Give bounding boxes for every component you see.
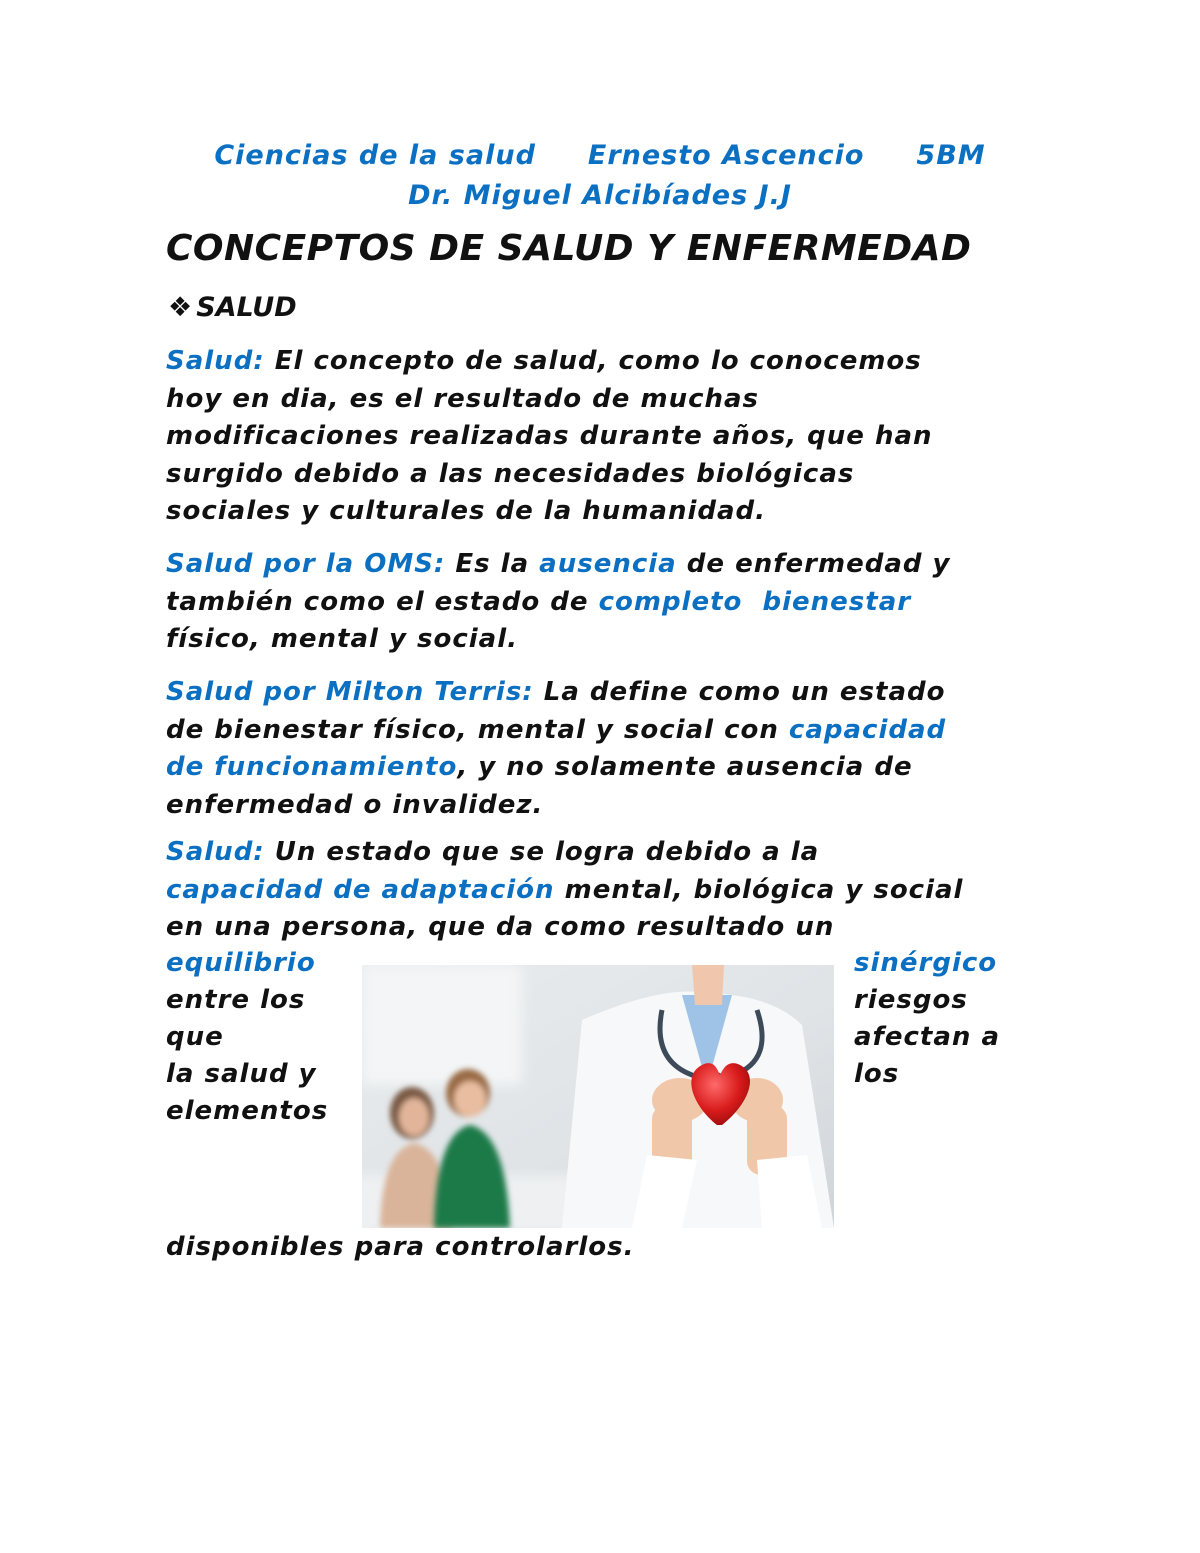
keyword: de funcionamiento: [166, 752, 458, 782]
paragraph-text: físico, mental y social.: [166, 624, 518, 654]
paragraph-text: disponibles para controlarlos.: [166, 1232, 635, 1262]
section-label: SALUD: [196, 292, 297, 323]
header-course-author-group: Ciencias de la salud Ernesto Ascencio 5BM: [214, 140, 986, 171]
paragraph-text: mental, biológica y social: [554, 874, 964, 905]
paragraph-salud-oms: [166, 546, 950, 659]
section-heading: [168, 292, 297, 323]
paragraph-salud-adaptation: [166, 834, 963, 947]
paragraph-salud-terris: [166, 674, 946, 824]
paragraph-salud-concept: [166, 343, 933, 531]
term-label: Salud por la OMS:: [166, 549, 446, 579]
doctor-heart-photo: [362, 965, 834, 1228]
paragraph-text: , y no solamente ausencia de: [457, 752, 913, 782]
term-label: Salud:: [166, 837, 265, 867]
paragraph-text: también como el estado de: [166, 586, 599, 617]
paragraph-text: sociales y culturales de la humanidad.: [166, 496, 767, 526]
paragraph-text: de enfermedad y: [676, 549, 951, 579]
paragraph-text: riesgos: [854, 985, 968, 1015]
paragraph-text: afectan a: [854, 1022, 1000, 1052]
keyword: equilibrio: [166, 948, 316, 978]
paragraph-text: Un estado que se logra debido a la: [264, 837, 820, 867]
keyword: completo bienestar: [598, 586, 912, 617]
paragraph-text: modificaciones realizadas durante años, que han: [166, 421, 933, 451]
paragraph-text: Es la: [445, 549, 540, 579]
photo-illustration: [362, 965, 834, 1228]
paragraph-text: enfermedad o invalidez.: [166, 789, 544, 820]
paragraph-text: la salud y: [166, 1059, 317, 1089]
paragraph-text: El concepto de salud, como lo conocemos: [264, 346, 922, 376]
paragraph-text: que: [166, 1022, 224, 1052]
paragraph-text: hoy en dia, es el resultado de muchas: [166, 383, 760, 414]
paragraph-text: surgido debido a las necesidades biológicas: [166, 458, 855, 489]
term-label: Salud por Milton Terris:: [166, 677, 534, 707]
paragraph-text: en una persona, que da como resultado un: [166, 912, 835, 942]
page-title: CONCEPTOS DE SALUD Y ENFERMEDAD: [166, 228, 972, 269]
keyword: sinérgico: [854, 948, 998, 978]
paragraph-text: entre los: [166, 985, 306, 1015]
wrapped-text-left: [166, 945, 328, 1130]
term-label: Salud:: [166, 346, 265, 376]
diamond-bullet-icon: ❖: [168, 292, 193, 323]
keyword: ausencia: [539, 549, 677, 579]
paragraph-text: los: [854, 1059, 900, 1089]
keyword: capacidad de adaptación: [166, 874, 555, 905]
wrapped-text-right: [854, 945, 1000, 1093]
keyword: capacidad: [788, 714, 947, 745]
header-teacher: Dr. Miguel Alcibíades J.J: [408, 180, 792, 211]
paragraph-text: La define como un estado: [533, 677, 946, 707]
paragraph-text: de bienestar físico, mental y social con: [166, 714, 789, 745]
paragraph-text: elementos: [166, 1096, 329, 1126]
